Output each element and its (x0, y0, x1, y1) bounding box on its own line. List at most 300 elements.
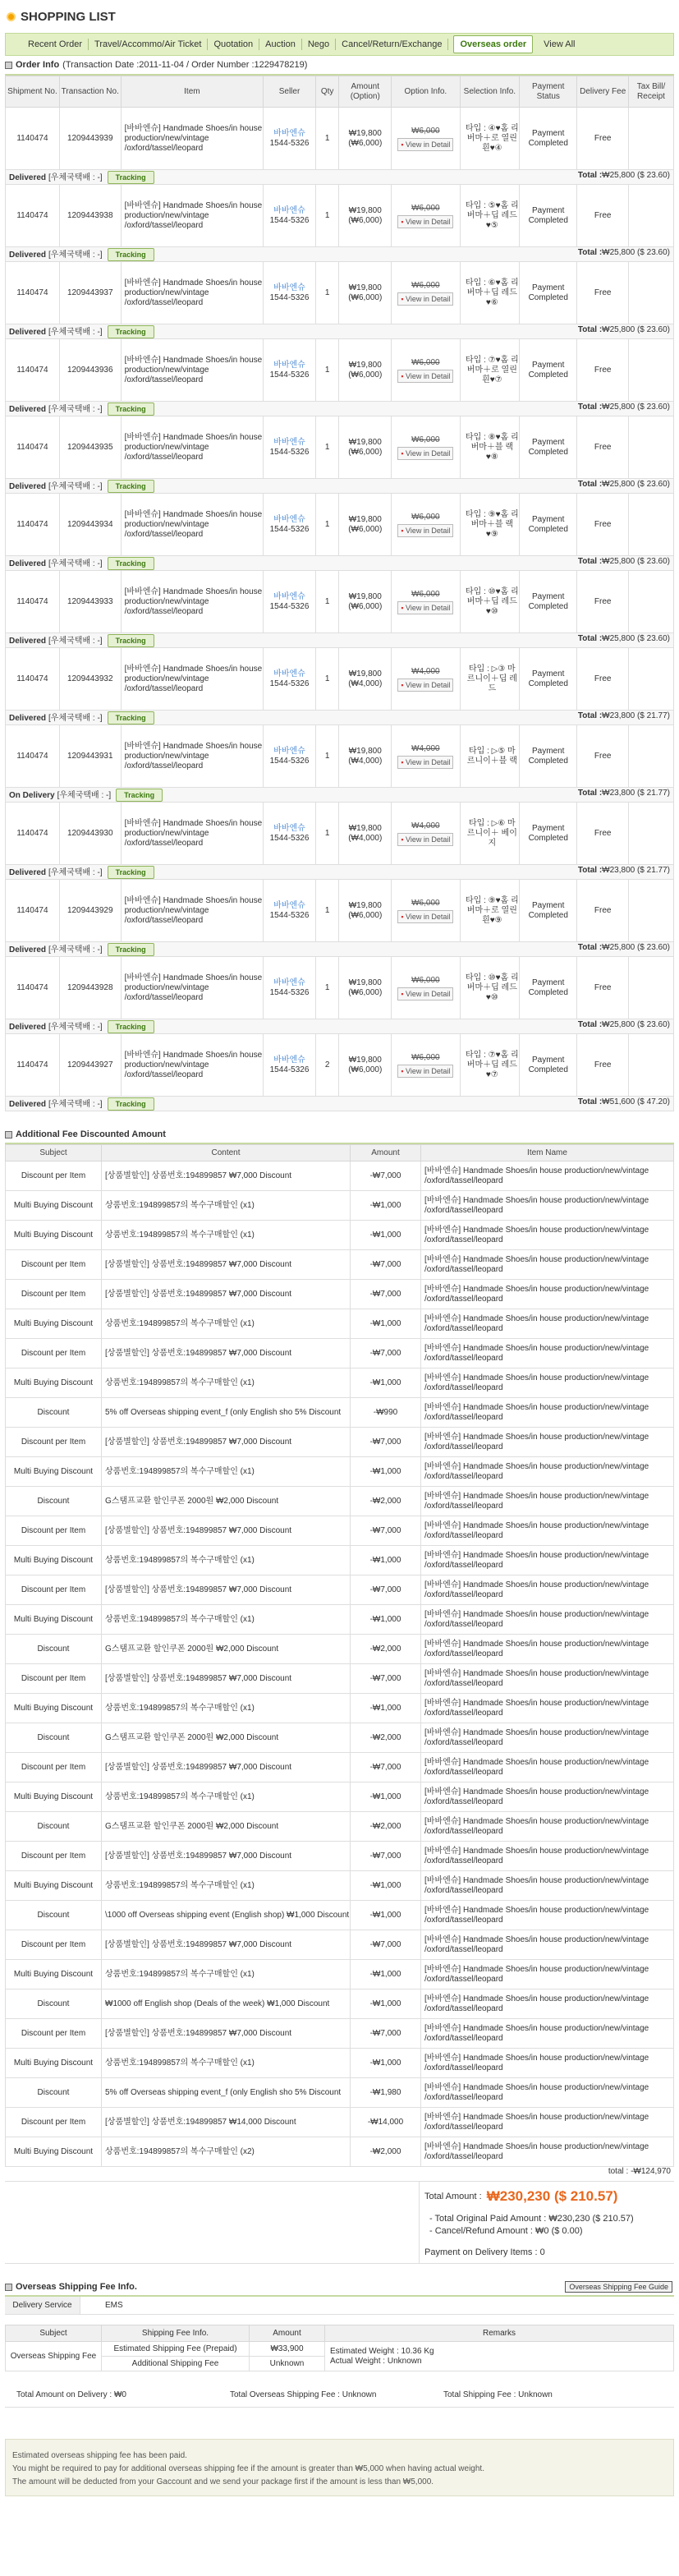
notice-line: Estimated overseas shipping fee has been paid. (12, 2451, 187, 2460)
option-info-cell (392, 1034, 460, 1097)
order-total-value: ₩25,800 ($ 23.60) (602, 1019, 670, 1029)
fee-amount: -₩2,000 (351, 1812, 421, 1842)
fee-column-header: Content (102, 1145, 351, 1162)
fee-amount: -₩7,000 (351, 1516, 421, 1546)
fee-amount: -₩1,000 (351, 1960, 421, 1990)
estimated-fee-label: Estimated Shipping Fee (Prepaid) (102, 2342, 250, 2357)
option-price: ₩4,000 (411, 821, 440, 830)
item-name[interactable]: [바바엔슈] Handmade Shoes/in house production/new/vintage /oxford/tassel/leopard (121, 957, 264, 1019)
delivery-status-row (6, 170, 674, 185)
transaction-no: 1209443934 (59, 494, 121, 556)
order-column-header: Selection Info. (460, 76, 520, 108)
tab-cancel-return-exchange[interactable]: Cancel/Return/Exchange (336, 39, 448, 50)
estimated-fee-amount: ₩33,900 (250, 2342, 325, 2357)
view-detail-button[interactable]: ▪ View in Detail (397, 756, 453, 769)
tax-receipt (629, 957, 674, 1019)
quantity: 1 (315, 957, 339, 1019)
view-detail-button[interactable]: ▪ View in Detail (397, 447, 453, 460)
item-name[interactable]: [바바엔슈] Handmade Shoes/in house production/new/vintage /oxford/tassel/leopard (121, 416, 264, 479)
fee-section-title: Additional Fee Discounted Amount (16, 1129, 166, 1139)
fee-item-name: [바바엔슈] Handmade Shoes/in house production/new/vintage /oxford/tassel/leopard (421, 1960, 674, 1990)
fee-row (6, 1368, 674, 1398)
seller-link[interactable]: 바바엔슈 (273, 1055, 305, 1065)
delivery-fee: Free (577, 1034, 629, 1097)
item-name[interactable]: [바바엔슈] Handmade Shoes/in house production/new/vintage /oxford/tassel/leopard (121, 1034, 264, 1097)
order-total (578, 789, 670, 798)
item-name[interactable]: [바바엔슈] Handmade Shoes/in house production/new/vintage /oxford/tassel/leopard (121, 803, 264, 865)
item-name[interactable]: [바바엔슈] Handmade Shoes/in house production/new/vintage /oxford/tassel/leopard (121, 648, 264, 711)
quantity: 1 (315, 494, 339, 556)
actual-weight: Actual Weight : Unknown (330, 2356, 422, 2366)
seller-link[interactable]: 바바엔슈 (273, 669, 305, 678)
option-price: ₩6,000 (411, 435, 440, 444)
tax-receipt (629, 185, 674, 247)
delivery-fee: Free (577, 339, 629, 402)
delivery-status: Delivered (9, 250, 47, 260)
amount-cell (339, 803, 392, 865)
view-detail-button[interactable]: ▪ View in Detail (397, 292, 453, 306)
shipping-notice (5, 2439, 674, 2496)
seller-link[interactable]: 바바엔슈 (273, 514, 305, 524)
amount-option: (₩4,000) (348, 678, 383, 688)
fee-row (6, 1694, 674, 1723)
selection-info: 타입 : ⑨♥홈 리버마＋로 열린흰♥⑨ (460, 880, 520, 942)
seller-link[interactable]: 바바엔슈 (273, 823, 305, 833)
shipping-fee-table (5, 2325, 674, 2371)
square-bullet-icon (5, 62, 12, 69)
tab-nego[interactable]: Nego (302, 39, 336, 50)
order-total-value: ₩25,800 ($ 23.60) (602, 479, 670, 489)
fee-item-name: [바바엔슈] Handmade Shoes/in house production/new/vintage /oxford/tassel/leopard (421, 1576, 674, 1605)
order-total-label: Total : (577, 942, 603, 952)
view-detail-button[interactable]: ▪ View in Detail (397, 370, 453, 383)
fee-table (5, 1144, 674, 2167)
fee-amount: -₩1,000 (351, 1901, 421, 1930)
payment-status: Payment Completed (520, 185, 577, 247)
fee-row (6, 1901, 674, 1930)
option-price: ₩6,000 (411, 357, 440, 367)
fee-amount: -₩1,000 (351, 1605, 421, 1635)
item-name[interactable]: [바바엔슈] Handmade Shoes/in house production/new/vintage /oxford/tassel/leopard (121, 339, 264, 402)
delivery-fee: Free (577, 185, 629, 247)
delivery-fee: Free (577, 803, 629, 865)
amount-option: (₩6,000) (348, 215, 383, 225)
additional-fee-amount: Unknown (250, 2357, 325, 2371)
fee-item-name: [바바엔슈] Handmade Shoes/in house production/new/vintage /oxford/tassel/leopard (421, 1368, 674, 1398)
tab-travel-accommo-air-ticket[interactable]: Travel/Accommo/Air Ticket (89, 39, 208, 50)
fee-item-name: [바바엔슈] Handmade Shoes/in house production/new/vintage /oxford/tassel/leopard (421, 1842, 674, 1871)
order-total-label: Total : (577, 633, 603, 643)
order-total-label: Total : (577, 788, 603, 798)
view-detail-button[interactable]: ▪ View in Detail (397, 987, 453, 1000)
courier-info: [우체국택배 : -] (48, 250, 103, 260)
view-detail-button[interactable]: ▪ View in Detail (397, 678, 453, 692)
payment-status: Payment Completed (520, 1034, 577, 1097)
delivery-status: Delivered (9, 172, 47, 182)
fee-row (6, 2078, 674, 2108)
amount-cell (339, 339, 392, 402)
amount-value: ₩19,800 (348, 900, 382, 910)
fee-row (6, 2049, 674, 2078)
order-total-label: Total : (577, 865, 603, 875)
delivery-status: Delivered (9, 1099, 47, 1109)
delivery-status-row (6, 1019, 674, 1034)
amount-value: ₩19,800 (348, 591, 382, 601)
fee-amount: -₩1,000 (351, 1782, 421, 1812)
selection-info: 타입 : ⑥♥홈 리버마＋딥 레드♥⑥ (460, 262, 520, 324)
shipment-no: 1140474 (6, 339, 60, 402)
view-detail-button[interactable]: ▪ View in Detail (397, 833, 453, 846)
item-name[interactable]: [바바엔슈] Handmade Shoes/in house production/new/vintage /oxford/tassel/leopard (121, 725, 264, 788)
fee-item-name: [바바엔슈] Handmade Shoes/in house production/new/vintage /oxford/tassel/leopard (421, 1990, 674, 2019)
fee-subject: Discount per Item (6, 2108, 102, 2137)
tab-auction[interactable]: Auction (259, 39, 302, 50)
tab-recent-order[interactable]: Recent Order (22, 39, 89, 50)
delivery-status-row (6, 479, 674, 494)
view-detail-button[interactable]: ▪ View in Detail (397, 215, 453, 228)
order-column-header: Payment Status (520, 76, 577, 108)
view-detail-button[interactable]: ▪ View in Detail (397, 1065, 453, 1078)
selection-info: 타입 : ④♥홈 리버마＋로 열린흰♥④ (460, 108, 520, 170)
title-circle-icon (7, 12, 16, 21)
original-paid-amount: - Total Original Paid Amount : ₩230,230 ($ 210.57) (429, 2214, 634, 2224)
amount-cell (339, 108, 392, 170)
fee-item-name: [바바엔슈] Handmade Shoes/in house production/new/vintage /oxford/tassel/leopard (421, 1487, 674, 1516)
fee-subject: Discount per Item (6, 1339, 102, 1368)
fee-content: 상품번호:194899857의 복수구매할인 (x1) (102, 2049, 351, 2078)
fee-row (6, 1605, 674, 1635)
fee-amount: -₩1,000 (351, 1546, 421, 1576)
fee-content: ₩1000 off English shop (Deals of the week) ₩1,000 Discount (102, 1990, 351, 2019)
fee-subject: Discount per Item (6, 1516, 102, 1546)
delivery-status-cell (6, 247, 674, 262)
delivery-status: On Delivery (9, 790, 55, 800)
fee-subject: Discount (6, 1901, 102, 1930)
tax-receipt (629, 648, 674, 711)
delivery-fee: Free (577, 880, 629, 942)
seller-cell (264, 880, 316, 942)
delivery-status-cell (6, 1019, 674, 1034)
order-total (578, 1097, 670, 1107)
fee-subject: Discount per Item (6, 1842, 102, 1871)
amount-value: ₩19,800 (348, 978, 382, 987)
option-info-cell (392, 648, 460, 711)
item-name[interactable]: [바바엔슈] Handmade Shoes/in house production/new/vintage /oxford/tassel/leopard (121, 494, 264, 556)
delivery-status-cell (6, 788, 674, 803)
selection-info: 타입 : ⑧♥홈 리버마＋블 랙♥⑧ (460, 416, 520, 479)
option-info-cell (392, 262, 460, 324)
order-table (5, 76, 674, 1111)
delivery-status-row (6, 788, 674, 803)
transaction-no: 1209443929 (59, 880, 121, 942)
tracking-button[interactable]: Tracking (108, 248, 154, 261)
payment-status: Payment Completed (520, 571, 577, 633)
fee-subject: Discount (6, 1723, 102, 1753)
seller-link[interactable]: 바바엔슈 (273, 128, 305, 138)
courier-info: [우체국택배 : -] (48, 1022, 103, 1032)
amount-option: (₩4,000) (348, 833, 383, 843)
item-name[interactable]: [바바엔슈] Handmade Shoes/in house production/new/vintage /oxford/tassel/leopard (121, 880, 264, 942)
fee-item-name: [바바엔슈] Handmade Shoes/in house production/new/vintage /oxford/tassel/leopard (421, 1664, 674, 1694)
tracking-button[interactable]: Tracking (116, 789, 163, 802)
fee-item-name: [바바엔슈] Handmade Shoes/in house production/new/vintage /oxford/tassel/leopard (421, 1546, 674, 1576)
fee-item-name: [바바엔슈] Handmade Shoes/in house production/new/vintage /oxford/tassel/leopard (421, 1221, 674, 1250)
fee-row (6, 1930, 674, 1960)
fee-item-name: [바바엔슈] Handmade Shoes/in house production/new/vintage /oxford/tassel/leopard (421, 1605, 674, 1635)
option-price: ₩6,000 (411, 512, 440, 522)
view-detail-button[interactable]: ▪ View in Detail (397, 138, 453, 151)
transaction-no: 1209443938 (59, 185, 121, 247)
item-name[interactable]: [바바엔슈] Handmade Shoes/in house production/new/vintage /oxford/tassel/leopard (121, 108, 264, 170)
fee-row (6, 1339, 674, 1368)
tracking-button[interactable]: Tracking (108, 711, 154, 724)
seller-link[interactable]: 바바엔슈 (273, 746, 305, 756)
order-column-header: Option Info. (392, 76, 460, 108)
quantity: 1 (315, 108, 339, 170)
fee-row (6, 1162, 674, 1191)
tab-overseas-order[interactable]: Overseas order (453, 35, 533, 53)
fee-row (6, 1812, 674, 1842)
option-info-cell (392, 803, 460, 865)
fee-content: 상품번호:194899857의 복수구매할인 (x1) (102, 1457, 351, 1487)
order-row (6, 571, 674, 633)
tracking-button[interactable]: Tracking (108, 171, 154, 184)
fee-subject: Discount (6, 2078, 102, 2108)
fee-item-name: [바바엔슈] Handmade Shoes/in house production/new/vintage /oxford/tassel/leopard (421, 2078, 674, 2108)
page-header (5, 0, 674, 33)
fee-amount: -₩7,000 (351, 1428, 421, 1457)
delivery-status: Delivered (9, 559, 47, 568)
fee-row (6, 1546, 674, 1576)
order-row (6, 1034, 674, 1097)
fee-subject: Discount (6, 1487, 102, 1516)
fee-row (6, 1782, 674, 1812)
courier-info: [우체국택배 : -] (48, 404, 103, 414)
seller-cell (264, 803, 316, 865)
fee-subject: Discount (6, 1635, 102, 1664)
fee-amount: -₩1,000 (351, 1694, 421, 1723)
tracking-button[interactable]: Tracking (108, 402, 154, 416)
tracking-button[interactable]: Tracking (108, 480, 154, 493)
amount-cell (339, 262, 392, 324)
fee-item-name: [바바엔슈] Handmade Shoes/in house production/new/vintage /oxford/tassel/leopard (421, 1812, 674, 1842)
delivery-status-row (6, 942, 674, 957)
delivery-status-cell (6, 556, 674, 571)
order-total (578, 711, 670, 721)
total-shipping-fee: Total Shipping Fee : Unknown (443, 2390, 553, 2399)
selection-info: 타입 : ⑦♥홈 리버마＋로 열린흰♥⑦ (460, 339, 520, 402)
seller-phone: 1544-5326 (269, 215, 310, 225)
fee-amount: -₩1,000 (351, 1191, 421, 1221)
tracking-button[interactable]: Tracking (108, 634, 154, 647)
transaction-no: 1209443927 (59, 1034, 121, 1097)
order-row (6, 494, 674, 556)
seller-link[interactable]: 바바엔슈 (273, 283, 305, 292)
fee-content: 상품번호:194899857의 복수구매할인 (x1) (102, 1309, 351, 1339)
amount-cell (339, 648, 392, 711)
payment-status: Payment Completed (520, 108, 577, 170)
view-detail-button[interactable]: ▪ View in Detail (397, 601, 453, 614)
item-name[interactable]: [바바엔슈] Handmade Shoes/in house production/new/vintage /oxford/tassel/leopard (121, 185, 264, 247)
order-total-label: Total : (577, 1019, 603, 1029)
tax-receipt (629, 416, 674, 479)
tab-view-all[interactable]: View All (544, 39, 576, 49)
shipping-column-header: Amount (250, 2325, 325, 2342)
seller-link[interactable]: 바바엔슈 (273, 205, 305, 215)
notice-line: You might be required to pay for additional overseas shipping fee if the amount is greater than ₩5,000 when having actual weight. (12, 2464, 484, 2473)
selection-info: 타입 : ▷⑥ 마르니이＋ 베이지 (460, 803, 520, 865)
tracking-button[interactable]: Tracking (108, 1097, 154, 1111)
tax-receipt (629, 262, 674, 324)
delivery-status-row (6, 324, 674, 339)
transaction-no: 1209443933 (59, 571, 121, 633)
fee-row (6, 1191, 674, 1221)
seller-phone: 1544-5326 (269, 833, 310, 843)
seller-link[interactable]: 바바엔슈 (273, 437, 305, 447)
fee-row (6, 1280, 674, 1309)
fee-section-header (5, 1126, 674, 1144)
option-price: ₩6,000 (411, 126, 440, 136)
selection-info: 타입 : ⑨♥홈 리버마＋블 랙♥⑨ (460, 494, 520, 556)
fee-content: \1000 off Overseas shipping event (English shop) ₩1,000 Discount (102, 1901, 351, 1930)
seller-link[interactable]: 바바엔슈 (273, 360, 305, 370)
shipment-no: 1140474 (6, 880, 60, 942)
option-info-cell (392, 725, 460, 788)
fee-subject: Multi Buying Discount (6, 1782, 102, 1812)
fee-content: 상품번호:194899857의 복수구매할인 (x1) (102, 1782, 351, 1812)
seller-cell (264, 1034, 316, 1097)
delivery-status: Delivered (9, 327, 47, 337)
option-info-cell (392, 494, 460, 556)
view-detail-button[interactable]: ▪ View in Detail (397, 524, 453, 537)
seller-cell (264, 725, 316, 788)
delivery-status: Delivered (9, 404, 47, 414)
fee-subject: Discount per Item (6, 1162, 102, 1191)
fee-row (6, 1428, 674, 1457)
delivery-status-cell (6, 479, 674, 494)
fee-item-name: [바바엔슈] Handmade Shoes/in house production/new/vintage /oxford/tassel/leopard (421, 1191, 674, 1221)
fee-content: [상품별할인] 상품번호:194899857 ₩7,000 Discount (102, 1339, 351, 1368)
fee-content: 상품번호:194899857의 복수구매할인 (x1) (102, 1546, 351, 1576)
tracking-button[interactable]: Tracking (108, 866, 154, 879)
order-total-value: ₩25,800 ($ 23.60) (602, 324, 670, 334)
tracking-button[interactable]: Tracking (108, 1020, 154, 1033)
order-total-value: ₩25,800 ($ 23.60) (602, 402, 670, 412)
order-total-label: Total : (577, 170, 603, 180)
tab-quotation[interactable]: Quotation (208, 39, 259, 50)
shipping-subject: Overseas Shipping Fee (6, 2342, 102, 2371)
fee-row (6, 1871, 674, 1901)
payment-on-delivery-count: Payment on Delivery Items : 0 (424, 2247, 545, 2257)
fee-amount: -₩2,000 (351, 1723, 421, 1753)
tracking-button[interactable]: Tracking (108, 943, 154, 956)
fee-item-name: [바바엔슈] Handmade Shoes/in house production/new/vintage /oxford/tassel/leopard (421, 2019, 674, 2049)
seller-phone: 1544-5326 (269, 447, 310, 457)
fee-content: G스탬프교환 할인쿠폰 2000원 ₩2,000 Discount (102, 1812, 351, 1842)
fee-content: 상품번호:194899857의 복수구매할인 (x1) (102, 1191, 351, 1221)
fee-subject: Multi Buying Discount (6, 1871, 102, 1901)
option-info-cell (392, 880, 460, 942)
seller-phone: 1544-5326 (269, 756, 310, 766)
additional-fee-label: Additional Shipping Fee (102, 2357, 250, 2371)
courier-info: [우체국택배 : -] (48, 713, 103, 723)
fee-item-name: [바바엔슈] Handmade Shoes/in house production/new/vintage /oxford/tassel/leopard (421, 2108, 674, 2137)
fee-row (6, 1487, 674, 1516)
fee-amount: -₩7,000 (351, 1842, 421, 1871)
amount-option: (₩4,000) (348, 756, 383, 766)
delivery-status: Delivered (9, 1022, 47, 1032)
fee-item-name: [바바엔슈] Handmade Shoes/in house production/new/vintage /oxford/tassel/leopard (421, 1516, 674, 1546)
fee-amount: -₩7,000 (351, 1339, 421, 1368)
selection-info: 타입 : ▷⑤ 마르니이＋블 랙 (460, 725, 520, 788)
fee-item-name: [바바엔슈] Handmade Shoes/in house production/new/vintage /oxford/tassel/leopard (421, 1901, 674, 1930)
order-row (6, 648, 674, 711)
amount-cell (339, 494, 392, 556)
seller-cell (264, 571, 316, 633)
fee-content: 상품번호:194899857의 복수구매할인 (x1) (102, 1694, 351, 1723)
shipping-totals (5, 2383, 674, 2408)
fee-amount: -₩1,000 (351, 2049, 421, 2078)
tax-receipt (629, 803, 674, 865)
tracking-button[interactable]: Tracking (108, 325, 154, 338)
option-price: ₩6,000 (411, 898, 440, 908)
overseas-fee-guide-button[interactable]: Overseas Shipping Fee Guide (565, 2281, 672, 2293)
delivery-status-cell (6, 402, 674, 416)
order-column-header: Transaction No. (59, 76, 121, 108)
selection-info: 타입 : ⑤♥홈 리버마＋딥 레드♥⑤ (460, 185, 520, 247)
fee-row (6, 1309, 674, 1339)
amount-cell (339, 571, 392, 633)
seller-link[interactable]: 바바엔슈 (273, 900, 305, 910)
seller-link[interactable]: 바바엔슈 (273, 978, 305, 987)
delivery-fee: Free (577, 957, 629, 1019)
tracking-button[interactable]: Tracking (108, 557, 154, 570)
item-name[interactable]: [바바엔슈] Handmade Shoes/in house production/new/vintage /oxford/tassel/leopard (121, 262, 264, 324)
quantity: 1 (315, 339, 339, 402)
fee-subject: Multi Buying Discount (6, 1960, 102, 1990)
fee-content: 상품번호:194899857의 복수구매할인 (x1) (102, 1960, 351, 1990)
fee-subject: Multi Buying Discount (6, 1191, 102, 1221)
courier-info: [우체국택배 : -] (48, 867, 103, 877)
view-detail-button[interactable]: ▪ View in Detail (397, 910, 453, 923)
delivery-fee: Free (577, 494, 629, 556)
option-info-cell (392, 108, 460, 170)
order-total-label: Total : (577, 556, 603, 566)
fee-amount: -₩990 (351, 1398, 421, 1428)
option-info-cell (392, 416, 460, 479)
fee-content: 상품번호:194899857의 복수구매할인 (x1) (102, 1221, 351, 1250)
seller-phone: 1544-5326 (269, 524, 310, 534)
item-name[interactable]: [바바엔슈] Handmade Shoes/in house production/new/vintage /oxford/tassel/leopard (121, 571, 264, 633)
estimated-weight: Estimated Weight : 10.36 Kg (330, 2346, 434, 2356)
seller-link[interactable]: 바바엔슈 (273, 591, 305, 601)
fee-row (6, 2108, 674, 2137)
fee-content: 상품번호:194899857의 복수구매할인 (x1) (102, 1368, 351, 1398)
fee-row (6, 1635, 674, 1664)
seller-cell (264, 185, 316, 247)
fee-item-name: [바바엔슈] Handmade Shoes/in house production/new/vintage /oxford/tassel/leopard (421, 1723, 674, 1753)
delivery-service-row (5, 2297, 674, 2315)
fee-subject: Discount per Item (6, 1664, 102, 1694)
cancel-refund-amount: - Cancel/Refund Amount : ₩0 ($ 0.00) (429, 2226, 583, 2236)
delivery-status: Delivered (9, 636, 47, 646)
fee-amount: -₩2,000 (351, 1487, 421, 1516)
courier-info: [우체국택배 : -] (48, 559, 103, 568)
fee-total: total : -₩124,970 (5, 2167, 674, 2182)
transaction-no: 1209443931 (59, 725, 121, 788)
fee-row (6, 1723, 674, 1753)
option-price: ₩6,000 (411, 589, 440, 599)
